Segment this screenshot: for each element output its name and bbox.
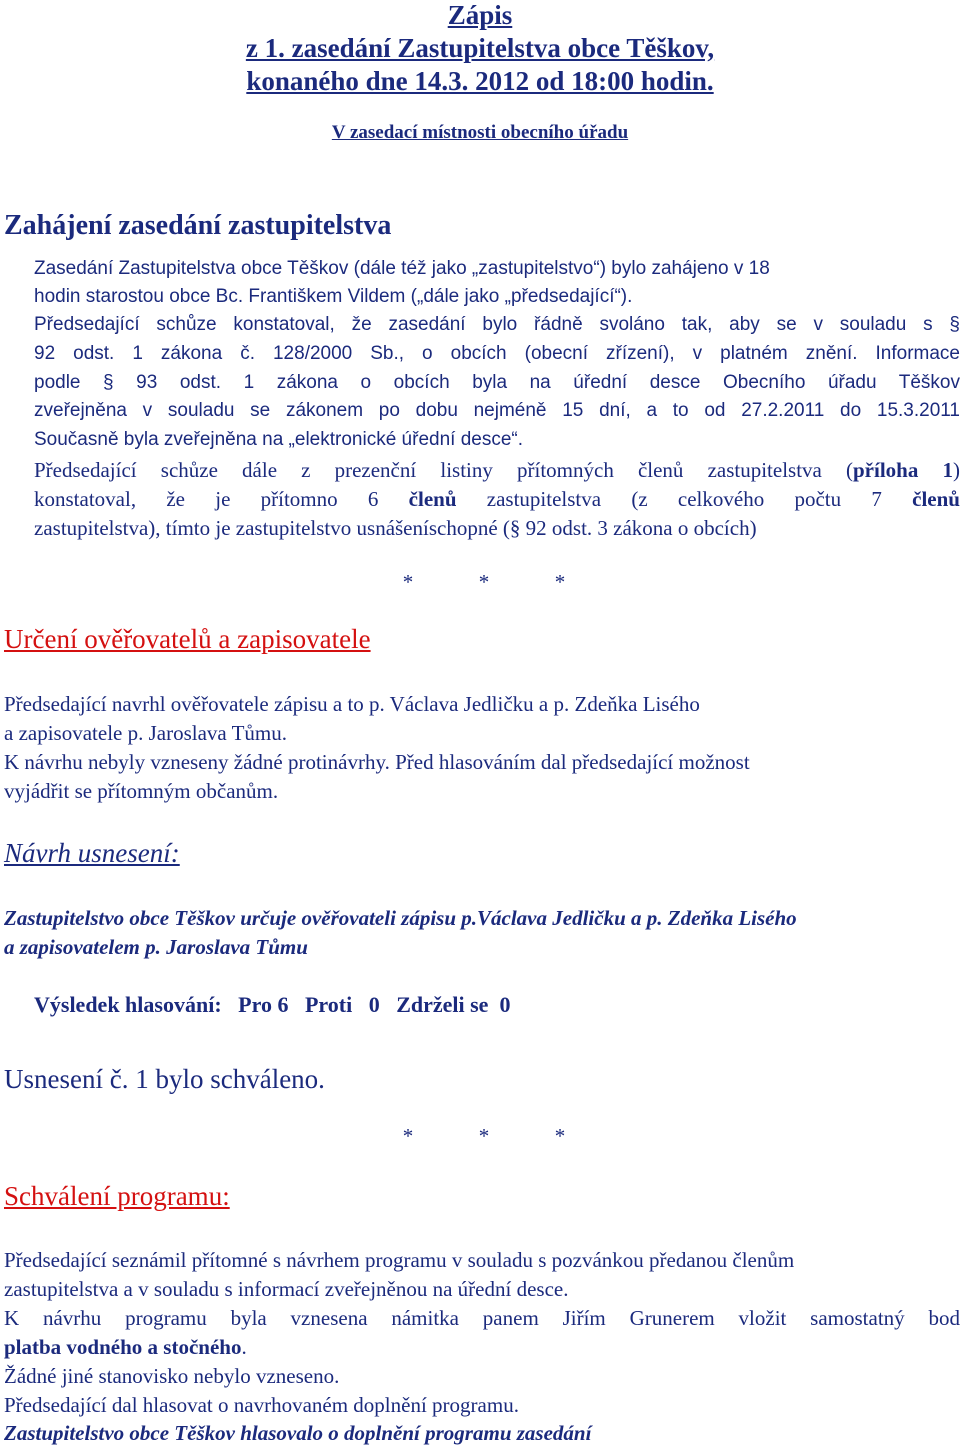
vote-result: Výsledek hlasování: Pro 6 Proti 0 Zdrželi se 0 <box>34 992 511 1017</box>
quorum-paragraph-line1: Předsedající schůze dále z prezenční listiny přítomných členů zastupitelstva (příloha 1) <box>34 458 960 482</box>
proposal-line: Zastupitelstvo obce Těškov určuje ověřovateli zápisu p.Václava Jedličku a p. Zdeňka Lisého <box>4 906 797 930</box>
program-line: Žádné jiné stanovisko nebylo vzneseno. <box>4 1364 340 1388</box>
program-line: Zastupitelstvo obce Těškov hlasovalo o doplnění programu zasedání <box>4 1421 592 1445</box>
quorum-paragraph-line2: konstatoval, že je přítomno 6 členů zastupitelstva (z celkového počtu 7 členů <box>34 487 960 511</box>
opening-paragraph-line: Současně byla zveřejněna na „elektronické úřední desce“. <box>34 429 524 450</box>
opening-paragraph-line: Zasedání Zastupitelstva obce Těškov (dále též jako „zastupitelstvo“) bylo zahájeno v 18 <box>34 258 770 279</box>
quorum-paragraph-line3: zastupitelstva), tímto je zastupitelstvo usnášeníschopné (§ 92 odst. 3 zákona o obcích) <box>34 516 757 540</box>
program-line: platba vodného a stočného. <box>4 1335 247 1359</box>
opening-paragraph-line: 92 odst. 1 zákona č. 128/2000 Sb., o obcích (obecní zřízení), v platném znění. Informace <box>34 343 960 364</box>
section-heading-opening: Zahájení zasedání zastupitelstva <box>4 210 392 241</box>
document-title: Zápis <box>447 0 513 30</box>
proposal-line: a zapisovatelem p. Jaroslava Tůmu <box>4 935 308 959</box>
program-line: Předsedající seznámil přítomné s návrhem programu v souladu s pozvánkou předanou členům <box>4 1248 795 1272</box>
proposal-heading: Návrh usnesení: <box>4 838 180 868</box>
verifiers-line: K návrhu nebyly vzneseny žádné protinávrhy. Před hlasováním dal předsedající možnost <box>4 750 750 774</box>
section-separator: * * * <box>402 1124 566 1148</box>
document-subtitle-line2: konaného dne 14.3. 2012 od 18:00 hodin. <box>246 66 714 96</box>
section-separator: * * * <box>402 570 566 594</box>
verifiers-line: Předsedající navrhl ověřovatele zápisu a to p. Václava Jedličku a p. Zdeňka Lisého <box>4 692 700 716</box>
opening-paragraph-line: Předsedající schůze konstatoval, že zasedání bylo řádně svoláno tak, aby se v souladu s § <box>34 314 960 335</box>
section-heading-verifiers: Určení ověřovatelů a zapisovatele <box>4 624 371 654</box>
program-line: zastupitelstva a v souladu s informací zveřejněnou na úřední desce. <box>4 1277 569 1301</box>
resolution-approved: Usnesení č. 1 bylo schváleno. <box>4 1064 325 1094</box>
verifiers-line: a zapisovatele p. Jaroslava Tůmu. <box>4 721 288 745</box>
verifiers-line: vyjádřit se přítomným občanům. <box>4 779 279 803</box>
program-line: Předsedající dal hlasovat o navrhovaném doplnění programu. <box>4 1393 519 1417</box>
opening-paragraph-line: hodin starostou obce Bc. Františkem Vildem („dále jako „předsedající“). <box>34 286 633 307</box>
section-heading-program: Schválení programu: <box>4 1181 230 1211</box>
program-line: K návrhu programu byla vznesena námitka panem Jiřím Grunerem vložit samostatný bod <box>4 1306 960 1330</box>
meeting-venue: V zasedací místnosti obecního úřadu <box>331 122 629 143</box>
opening-paragraph-line: podle § 93 odst. 1 zákona o obcích byla na úřední desce Obecního úřadu Těškov <box>34 372 960 393</box>
opening-paragraph-line: zveřejněna v souladu se zákonem po dobu nejméně 15 dní, a to od 27.2.2011 do 15.3.2011 <box>34 400 960 421</box>
document-subtitle-line1: z 1. zasedání Zastupitelstva obce Těškov, <box>245 33 715 63</box>
